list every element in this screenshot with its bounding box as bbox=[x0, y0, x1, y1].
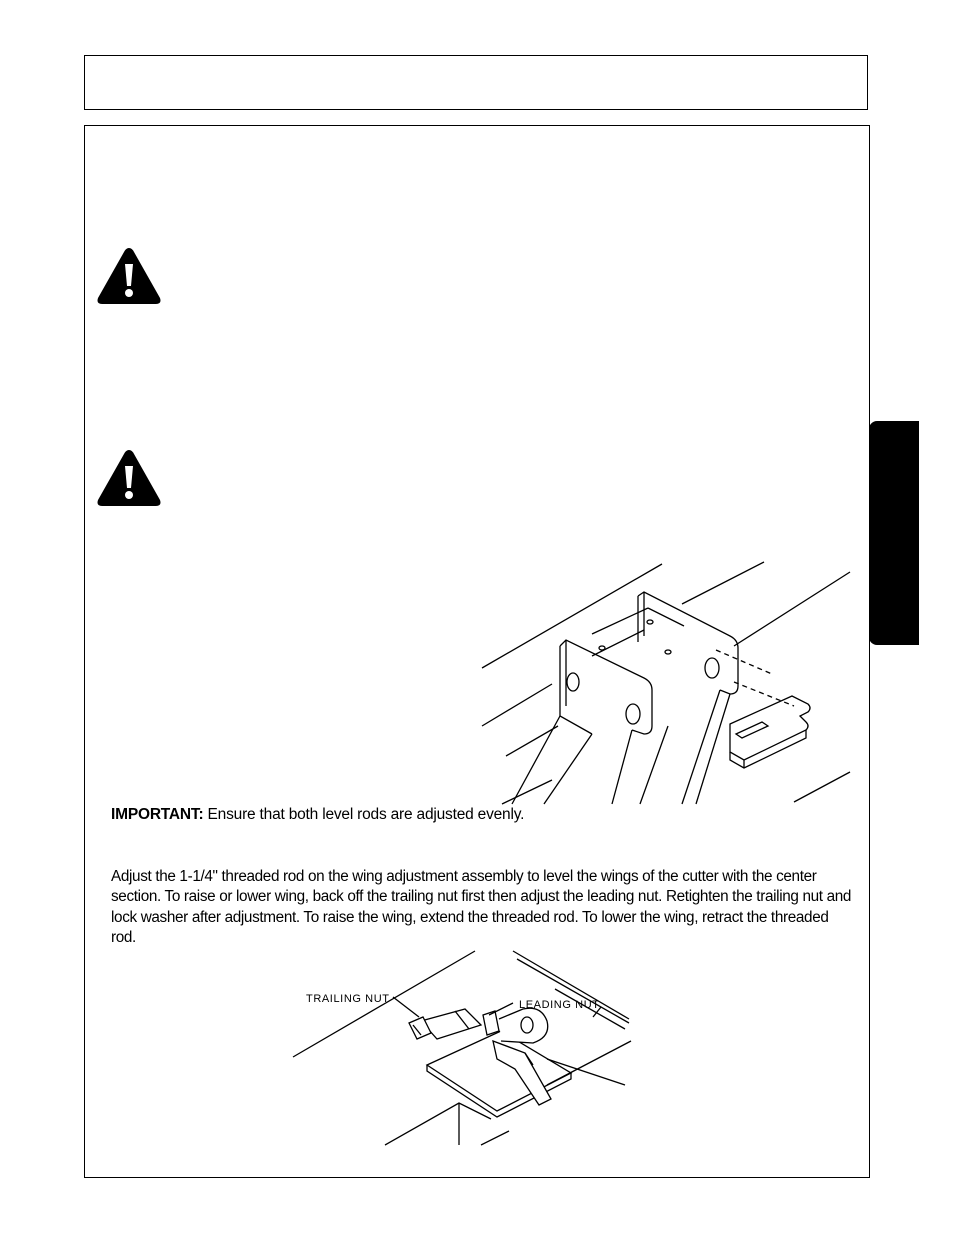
adjustment-instructions: Adjust the 1-1/4" threaded rod on the wing adjustment assembly to level the wings of the cutter with the center section. To raise or lower wing, back off the trailing nut first then adjust the leading nut. Retighten the trailing nut and lock washer after adjustment. To raise the wing, extend the threaded rod. To lower the wing, retract the threaded rod. bbox=[111, 868, 852, 946]
section-tab[interactable] bbox=[869, 421, 919, 645]
important-text: Ensure that both level rods are adjusted evenly. bbox=[203, 806, 525, 823]
header-box bbox=[84, 55, 868, 110]
bracket-illustration bbox=[472, 556, 852, 808]
warning-triangle-icon bbox=[96, 448, 162, 508]
leading-nut-label: LEADING NUT bbox=[519, 999, 600, 1011]
important-label: IMPORTANT: bbox=[111, 806, 204, 823]
trailing-nut-label: TRAILING NUT bbox=[306, 993, 390, 1005]
threaded-rod-illustration bbox=[285, 945, 635, 1150]
warning-triangle-icon bbox=[96, 246, 162, 306]
important-note bbox=[111, 806, 524, 824]
